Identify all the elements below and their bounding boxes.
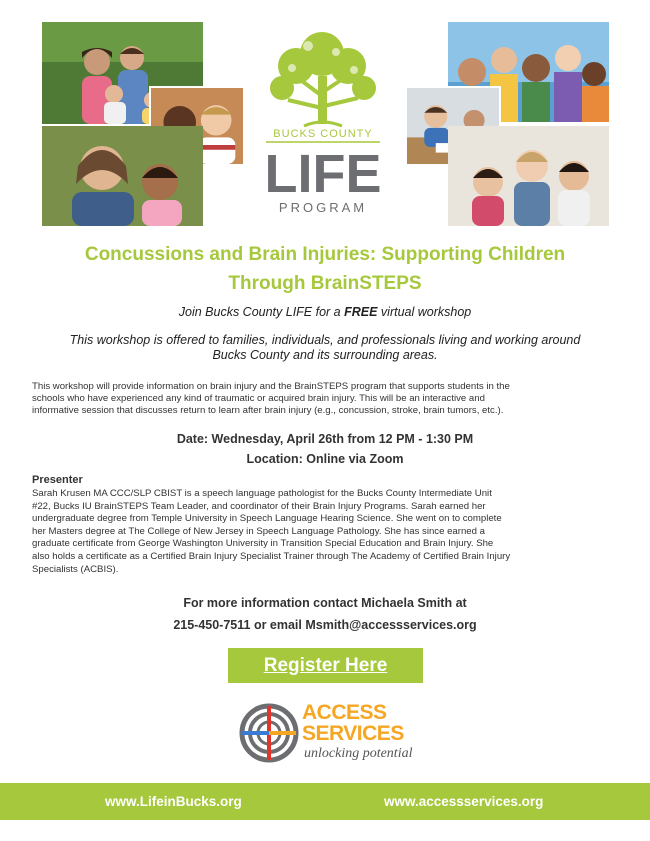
contact-line2: 215-450-7511 or email Msmith@accessservices.org: [173, 618, 477, 632]
event-date: Date: Wednesday, April 26th from 12 PM - 1:30 PM: [176, 432, 474, 446]
presenter-bio: [32, 488, 622, 576]
audience-line1: This workshop is offered to families, individuals, and professionals living and working around: [69, 333, 581, 347]
title-line2: Through BrainSTEPS: [228, 273, 422, 294]
audience-line2: Bucks County and its surrounding areas.: [212, 348, 438, 362]
logo-line2: LIFE: [264, 144, 382, 204]
presenter-line: Specialists (ACBIS).: [32, 563, 119, 575]
presenter-line: also holds a certificate as a Certified Brain Injury Specialist Trainer through The Academy of Certified Brain Injury: [32, 550, 511, 562]
description-line: This workshop will provide information on brain injury and the BrainSTEPS program that supports students in the: [32, 381, 510, 392]
access-keyhole-icon: [238, 702, 300, 764]
presenter-line: her Masters degree at The College of New Jersey in Speech Language Pathology. She has since earned a: [32, 525, 485, 537]
logo-line3: PROGRAM: [278, 200, 368, 215]
photo-mother-child: [42, 126, 203, 226]
tree-icon: [270, 32, 376, 126]
invite-line: [30, 305, 620, 320]
footer-link-lifeinbucks[interactable]: www.LifeinBucks.org: [105, 794, 242, 809]
presenter-line: Sarah Krusen MA CCC/SLP CBIST is a speech language pathologist for the Bucks County Intermediate Unit: [32, 488, 492, 499]
presenter-heading: Presenter: [32, 474, 83, 486]
access-name-line1: ACCESS: [302, 701, 387, 724]
presenter-line: #22, Bucks IU BrainSTEPS Team Leader, and coordinator of their Brain Injury Programs. Sarah earned her: [32, 500, 486, 512]
invite-emphasis: FREE: [344, 305, 378, 319]
access-tagline: unlocking potential: [304, 746, 413, 761]
bucks-county-life-logo: [258, 22, 388, 218]
invite-prefix: Join Bucks County LIFE for a: [178, 305, 345, 319]
event-location: Location: Online via Zoom: [246, 452, 404, 466]
access-name-line2: SERVICES: [302, 722, 404, 745]
register-button[interactable]: Register Here: [228, 648, 423, 683]
title-line1: Concussions and Brain Injuries: Supporting Children: [84, 244, 566, 265]
logo-line1: BUCKS COUNTY: [273, 128, 373, 140]
description: [32, 381, 622, 416]
invite-suffix: virtual workshop: [377, 305, 472, 319]
description-line: schools who have experienced any kind of traumatic or acquired brain injury. This will be an interactive and: [32, 392, 485, 404]
access-name: [302, 702, 404, 744]
footer-bar: [0, 783, 650, 820]
presenter-line: undergraduate degree from Temple University in Speech Language Hearing Science. She went on to complete: [32, 513, 502, 525]
photo-teacher-students: [448, 126, 609, 226]
presenter-line: graduate certificate from George Washington University in Transition Special Education and Brain Injury. She: [32, 538, 494, 550]
access-services-logo: [238, 700, 428, 768]
contact-line1: For more information contact Michaela Smith at: [183, 596, 467, 610]
footer-link-accessservices[interactable]: www.accessservices.org: [384, 794, 544, 809]
description-line: informative session that discusses return to learn after brain injury (e.g., concussion, stroke, brain tumors, etc.).: [32, 404, 504, 416]
